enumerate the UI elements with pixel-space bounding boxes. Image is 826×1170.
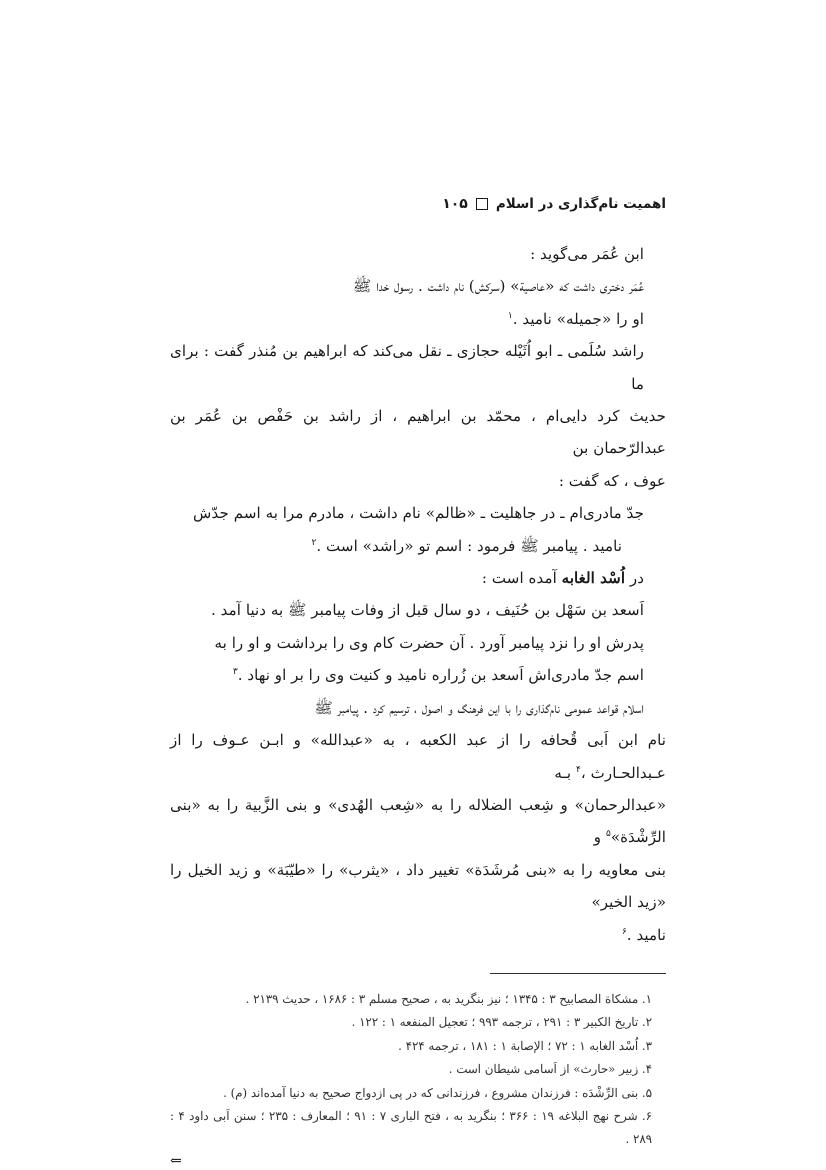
paragraph-line — [170, 919, 666, 951]
quote-text: نامید . پیامبر ﷺ فرمود : اسم تو «راشد» است . — [316, 536, 622, 555]
continuation-arrow-icon: ⇐ — [170, 1152, 182, 1169]
text: آمده است : — [481, 569, 557, 588]
main-text — [170, 238, 666, 951]
paragraph-line: حدیث کرد دایی‌ام ، محمّد بن ابراهیم ، از راشد بن حَفْص بن عُمَر بن عبدالرّحمان بن — [170, 407, 666, 458]
page-number: ۱۰۵ — [442, 196, 468, 212]
book-title: اُسْد الغابه — [561, 569, 626, 588]
paragraph-line: عوف ، که گفت : — [558, 471, 666, 490]
footnote-ref[interactable]: ۵ — [605, 829, 611, 840]
quote-line: عُمَر دختری داشت که «عاصیة» (سرکش) نام داشت . رسول خدا ﷺ — [352, 277, 644, 296]
footnotes — [170, 988, 666, 1152]
text: بـه — [554, 763, 572, 782]
paragraph-line — [170, 789, 666, 854]
footnote-ref[interactable]: ۱ — [507, 310, 513, 321]
paragraph-line — [170, 724, 666, 789]
footnote-ref[interactable]: ۳ — [232, 667, 238, 678]
paragraph-line: ابن عُمَر می‌گوید : — [530, 245, 644, 263]
running-header — [170, 190, 666, 218]
quote-line: اَسعد بن سَهْل بن حُنَیف ، دو سال قبل از وفات پیامبر ﷺ به دنیا آمد . — [211, 601, 644, 620]
footnote-item: ۵. بنی الرِّشْدَه : فرزندان مشروع ، فرزندانی که در پی ازدواج صحیح به دنیا آمده‌اند (م) . — [223, 1085, 652, 1100]
text: نامید . — [626, 925, 666, 944]
quote-line: جدّ مادری‌ام ـ در جاهلیت ـ «ظالم» نام داشت ، مادرم مرا به اسم جدّش — [193, 504, 644, 523]
paragraph-line: اسلام قواعد عمومی نام‌گذاری را با این فرهنگ و اصول ، ترسیم کرد . پیامبر ﷺ — [314, 698, 644, 717]
quote-text: او را «جمیله» نامید . — [512, 309, 644, 328]
quote-text: اسم جدّ مادری‌اش اَسعد بن زُراره نامید و کنیت وی را بر او نهاد . — [237, 666, 644, 685]
quote-line — [170, 303, 666, 335]
quote-line — [170, 530, 666, 562]
text: نام ابن اَبی قُحافه را از عبد الکعبه ، به «عبدالله» و ابـن عـوف را از عـبدالحـارث ، — [170, 731, 666, 782]
text: «عبدالرحمان» و شِعب الضلاله را به «شِعب الهُدی» و بنی الزَّبیة را به «بنی الرِّشْدَة» — [170, 795, 666, 847]
footnote-ref[interactable]: ۴ — [576, 764, 581, 775]
footnote-item: ۲. تاریخ الکبیر ۳ : ۲۹۱ ، ترجمه ۹۹۳ ؛ تعجیل المنفعه ۱ : ۱۲۲ . — [351, 1015, 652, 1030]
square-bullet-icon — [476, 198, 488, 210]
footnote-item: ۱. مشکاة المصابیح ۳ : ۱۳۴۵ ؛ نیز بنگرید به ، صحیح مسلم ۳ : ۱۶۸۶ ، حدیث ۲۱۳۹ . — [245, 991, 652, 1006]
footnote-item: ۶. شرح نهج البلاغه ۱۹ : ۳۶۶ ؛ بنگرید به ، فتح الباری ۷ : ۹۱ ؛ المعارف : ۲۳۵ ؛ سنن اَبی داود ۴ : ۲۸۹ . — [170, 1108, 652, 1147]
footnote-item: ۴. زبیر «حارث» از اَسامی شیطان است . — [448, 1062, 652, 1077]
header-title: اهمیت نام‌گذاری در اسلام — [495, 196, 666, 212]
paragraph-line: بنی معاویه را به «بنی مُرشَدَة» تغییر داد ، «یثرب» را «طیّبَة» و زید الخیل را «زید الخیر» — [170, 860, 666, 912]
quote-line: پدرش او را نزد پیامبر آورد . آن حضرت کام وی را برداشت و او را به — [214, 633, 644, 652]
text: در — [629, 569, 644, 588]
footnote-ref[interactable]: ۲ — [311, 537, 317, 548]
footnote-item: ۳. اُسْد الغابه ۱ : ۷۲ ؛ الإصابة ۱ : ۱۸۱ ، ترجمه ۴۲۴ . — [398, 1038, 652, 1053]
quote-line — [170, 659, 666, 691]
book-page — [170, 190, 666, 1170]
paragraph-line: راشد سُلَمی ـ ابو اُثَیْله حجازی ـ نقل می‌کند که ابراهیم بن مُنذر گفت : برای ما — [170, 342, 644, 393]
footnote-divider — [490, 973, 666, 974]
paragraph-line — [170, 562, 666, 594]
text: و — [593, 828, 602, 847]
footnote-ref[interactable]: ۶ — [621, 926, 627, 937]
